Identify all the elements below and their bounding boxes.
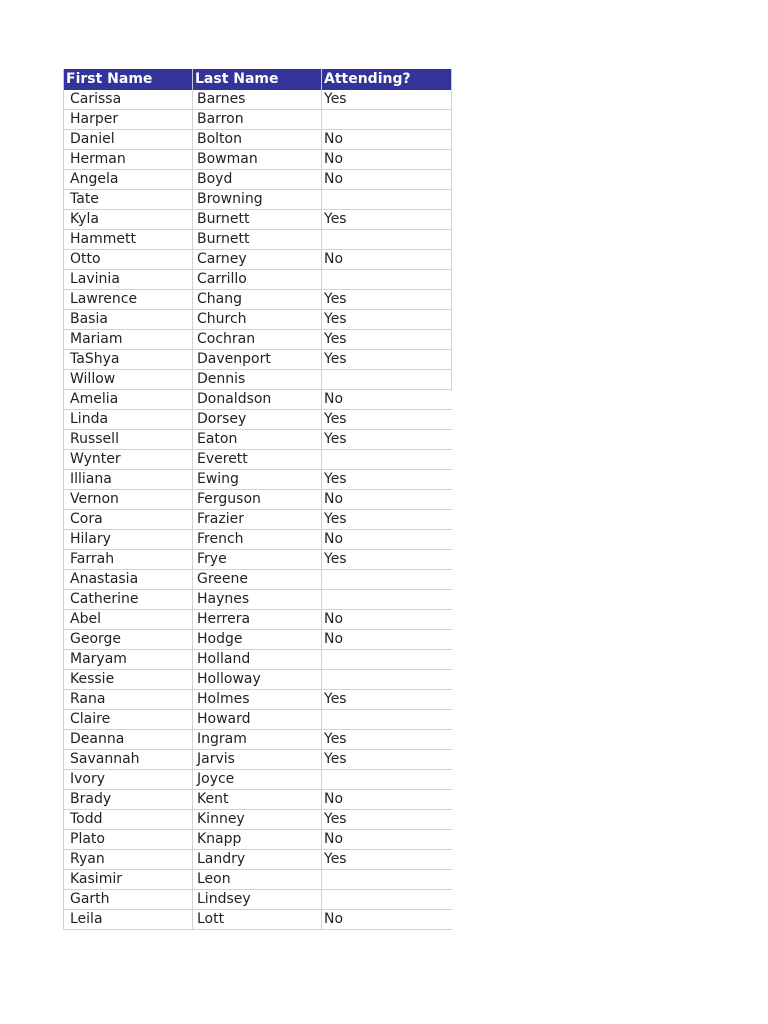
table-row bbox=[64, 530, 452, 550]
table-row bbox=[64, 710, 452, 730]
attending-cell[interactable]: Yes bbox=[322, 290, 452, 310]
first-name-cell[interactable]: Otto bbox=[64, 250, 193, 270]
first-name-cell[interactable]: Claire bbox=[64, 710, 193, 730]
first-name-cell[interactable]: Plato bbox=[64, 830, 193, 850]
table-row bbox=[64, 350, 452, 370]
first-name-cell[interactable]: Kyla bbox=[64, 210, 193, 230]
table-row bbox=[64, 870, 452, 890]
last-name-cell[interactable]: Landry bbox=[193, 850, 322, 870]
last-name-cell[interactable]: Barnes bbox=[193, 90, 322, 110]
last-name-cell[interactable]: Leon bbox=[193, 870, 322, 890]
last-name-cell[interactable]: Browning bbox=[193, 190, 322, 210]
attending-cell[interactable] bbox=[322, 230, 452, 250]
first-name-cell[interactable]: Maryam bbox=[64, 650, 193, 670]
table-row bbox=[64, 230, 452, 250]
attending-cell[interactable] bbox=[322, 270, 452, 290]
table-row bbox=[64, 770, 452, 790]
attending-cell[interactable] bbox=[322, 670, 452, 690]
last-name-cell[interactable]: Donaldson bbox=[193, 390, 322, 410]
first-name-cell[interactable]: Carissa bbox=[64, 90, 193, 110]
attending-cell[interactable]: Yes bbox=[322, 210, 452, 230]
last-name-cell[interactable]: Greene bbox=[193, 570, 322, 590]
attending-cell[interactable]: Yes bbox=[322, 410, 452, 430]
attending-cell[interactable]: Yes bbox=[322, 310, 452, 330]
column-header-attending[interactable]: Attending? bbox=[322, 69, 452, 90]
first-name-cell[interactable]: TaShya bbox=[64, 350, 193, 370]
attending-cell[interactable]: No bbox=[322, 150, 452, 170]
table-row bbox=[64, 190, 452, 210]
attending-cell[interactable]: No bbox=[322, 170, 452, 190]
table-row bbox=[64, 290, 452, 310]
first-name-cell[interactable]: Cora bbox=[64, 510, 193, 530]
last-name-cell[interactable]: Hodge bbox=[193, 630, 322, 650]
first-name-cell[interactable]: Anastasia bbox=[64, 570, 193, 590]
first-name-cell[interactable]: Leila bbox=[64, 910, 193, 930]
attending-cell[interactable]: Yes bbox=[322, 550, 452, 570]
table-row bbox=[64, 490, 452, 510]
column-header-first-name[interactable]: First Name bbox=[64, 69, 193, 90]
first-name-cell[interactable]: Farrah bbox=[64, 550, 193, 570]
last-name-cell[interactable]: Jarvis bbox=[193, 750, 322, 770]
attending-cell[interactable]: No bbox=[322, 490, 452, 510]
last-name-cell[interactable]: Haynes bbox=[193, 590, 322, 610]
table-row bbox=[64, 390, 452, 410]
first-name-cell[interactable]: Deanna bbox=[64, 730, 193, 750]
last-name-cell[interactable]: Davenport bbox=[193, 350, 322, 370]
first-name-cell[interactable]: Abel bbox=[64, 610, 193, 630]
first-name-cell[interactable]: Wynter bbox=[64, 450, 193, 470]
first-name-cell[interactable]: Brady bbox=[64, 790, 193, 810]
last-name-cell[interactable]: Howard bbox=[193, 710, 322, 730]
last-name-cell[interactable]: Ferguson bbox=[193, 490, 322, 510]
first-name-cell[interactable]: Todd bbox=[64, 810, 193, 830]
attending-cell[interactable] bbox=[322, 710, 452, 730]
attending-cell[interactable]: Yes bbox=[322, 330, 452, 350]
guest-list-sheet bbox=[63, 69, 451, 930]
table-row bbox=[64, 370, 452, 390]
table-row bbox=[64, 550, 452, 570]
first-name-cell[interactable]: Hilary bbox=[64, 530, 193, 550]
last-name-cell[interactable]: Cochran bbox=[193, 330, 322, 350]
attending-cell[interactable]: No bbox=[322, 630, 452, 650]
attending-cell[interactable]: Yes bbox=[322, 750, 452, 770]
table-row bbox=[64, 330, 452, 350]
table-row bbox=[64, 210, 452, 230]
attending-cell[interactable]: Yes bbox=[322, 690, 452, 710]
first-name-cell[interactable]: Lavinia bbox=[64, 270, 193, 290]
attending-cell[interactable] bbox=[322, 370, 452, 390]
attending-cell[interactable]: Yes bbox=[322, 430, 452, 450]
table-body bbox=[64, 90, 452, 930]
last-name-cell[interactable]: Lindsey bbox=[193, 890, 322, 910]
first-name-cell[interactable]: Russell bbox=[64, 430, 193, 450]
first-name-cell[interactable]: Harper bbox=[64, 110, 193, 130]
attending-cell[interactable]: Yes bbox=[322, 350, 452, 370]
last-name-cell[interactable]: French bbox=[193, 530, 322, 550]
first-name-cell[interactable]: Linda bbox=[64, 410, 193, 430]
last-name-cell[interactable]: Kent bbox=[193, 790, 322, 810]
last-name-cell[interactable]: Ingram bbox=[193, 730, 322, 750]
attending-cell[interactable]: No bbox=[322, 250, 452, 270]
last-name-cell[interactable]: Church bbox=[193, 310, 322, 330]
first-name-cell[interactable]: Vernon bbox=[64, 490, 193, 510]
attending-cell[interactable] bbox=[322, 190, 452, 210]
table-row bbox=[64, 730, 452, 750]
last-name-cell[interactable]: Boyd bbox=[193, 170, 322, 190]
attending-cell[interactable]: No bbox=[322, 130, 452, 150]
attending-cell[interactable]: No bbox=[322, 910, 452, 930]
last-name-cell[interactable]: Burnett bbox=[193, 230, 322, 250]
last-name-cell[interactable]: Carrillo bbox=[193, 270, 322, 290]
first-name-cell[interactable]: Lawrence bbox=[64, 290, 193, 310]
attending-cell[interactable]: No bbox=[322, 530, 452, 550]
last-name-cell[interactable]: Frye bbox=[193, 550, 322, 570]
last-name-cell[interactable]: Herrera bbox=[193, 610, 322, 630]
last-name-cell[interactable]: Kinney bbox=[193, 810, 322, 830]
table-row bbox=[64, 890, 452, 910]
table-row bbox=[64, 90, 452, 110]
table-row bbox=[64, 170, 452, 190]
last-name-cell[interactable]: Everett bbox=[193, 450, 322, 470]
attending-cell[interactable]: Yes bbox=[322, 850, 452, 870]
first-name-cell[interactable]: Daniel bbox=[64, 130, 193, 150]
table-row bbox=[64, 270, 452, 290]
first-name-cell[interactable]: Tate bbox=[64, 190, 193, 210]
column-header-last-name[interactable]: Last Name bbox=[193, 69, 322, 90]
table-row bbox=[64, 610, 452, 630]
table-row bbox=[64, 790, 452, 810]
table-row bbox=[64, 850, 452, 870]
table-row bbox=[64, 410, 452, 430]
table-row bbox=[64, 590, 452, 610]
last-name-cell[interactable]: Joyce bbox=[193, 770, 322, 790]
guest-list-table bbox=[63, 69, 452, 930]
table-row bbox=[64, 630, 452, 650]
table-row bbox=[64, 750, 452, 770]
last-name-cell[interactable]: Burnett bbox=[193, 210, 322, 230]
attending-cell[interactable] bbox=[322, 110, 452, 130]
last-name-cell[interactable]: Holloway bbox=[193, 670, 322, 690]
attending-cell[interactable]: Yes bbox=[322, 510, 452, 530]
attending-cell[interactable] bbox=[322, 770, 452, 790]
first-name-cell[interactable]: George bbox=[64, 630, 193, 650]
last-name-cell[interactable]: Holmes bbox=[193, 690, 322, 710]
attending-cell[interactable]: No bbox=[322, 790, 452, 810]
table-row bbox=[64, 470, 452, 490]
attending-cell[interactable] bbox=[322, 570, 452, 590]
table-row bbox=[64, 670, 452, 690]
attending-cell[interactable]: No bbox=[322, 610, 452, 630]
table-row bbox=[64, 130, 452, 150]
table-row bbox=[64, 830, 452, 850]
last-name-cell[interactable]: Barron bbox=[193, 110, 322, 130]
table-row bbox=[64, 570, 452, 590]
header-row bbox=[64, 69, 452, 90]
attending-cell[interactable]: Yes bbox=[322, 730, 452, 750]
first-name-cell[interactable]: Basia bbox=[64, 310, 193, 330]
first-name-cell[interactable]: Willow bbox=[64, 370, 193, 390]
last-name-cell[interactable]: Dennis bbox=[193, 370, 322, 390]
attending-cell[interactable] bbox=[322, 890, 452, 910]
first-name-cell[interactable]: Kasimir bbox=[64, 870, 193, 890]
attending-cell[interactable] bbox=[322, 590, 452, 610]
first-name-cell[interactable]: Ivory bbox=[64, 770, 193, 790]
last-name-cell[interactable]: Frazier bbox=[193, 510, 322, 530]
first-name-cell[interactable]: Rana bbox=[64, 690, 193, 710]
table-row bbox=[64, 910, 452, 930]
last-name-cell[interactable]: Knapp bbox=[193, 830, 322, 850]
attending-cell[interactable] bbox=[322, 450, 452, 470]
first-name-cell[interactable]: Angela bbox=[64, 170, 193, 190]
first-name-cell[interactable]: Garth bbox=[64, 890, 193, 910]
last-name-cell[interactable]: Bowman bbox=[193, 150, 322, 170]
last-name-cell[interactable]: Dorsey bbox=[193, 410, 322, 430]
last-name-cell[interactable]: Lott bbox=[193, 910, 322, 930]
table-row bbox=[64, 250, 452, 270]
attending-cell[interactable]: No bbox=[322, 390, 452, 410]
attending-cell[interactable] bbox=[322, 650, 452, 670]
last-name-cell[interactable]: Eaton bbox=[193, 430, 322, 450]
last-name-cell[interactable]: Chang bbox=[193, 290, 322, 310]
attending-cell[interactable]: Yes bbox=[322, 470, 452, 490]
first-name-cell[interactable]: Hammett bbox=[64, 230, 193, 250]
last-name-cell[interactable]: Carney bbox=[193, 250, 322, 270]
attending-cell[interactable]: Yes bbox=[322, 90, 452, 110]
first-name-cell[interactable]: Ryan bbox=[64, 850, 193, 870]
attending-cell[interactable]: No bbox=[322, 830, 452, 850]
last-name-cell[interactable]: Bolton bbox=[193, 130, 322, 150]
last-name-cell[interactable]: Holland bbox=[193, 650, 322, 670]
table-row bbox=[64, 110, 452, 130]
first-name-cell[interactable]: Amelia bbox=[64, 390, 193, 410]
attending-cell[interactable]: Yes bbox=[322, 810, 452, 830]
last-name-cell[interactable]: Ewing bbox=[193, 470, 322, 490]
first-name-cell[interactable]: Herman bbox=[64, 150, 193, 170]
table-row bbox=[64, 810, 452, 830]
table-row bbox=[64, 150, 452, 170]
table-row bbox=[64, 310, 452, 330]
first-name-cell[interactable]: Savannah bbox=[64, 750, 193, 770]
table-row bbox=[64, 450, 452, 470]
attending-cell[interactable] bbox=[322, 870, 452, 890]
table-row bbox=[64, 690, 452, 710]
first-name-cell[interactable]: Kessie bbox=[64, 670, 193, 690]
table-row bbox=[64, 430, 452, 450]
first-name-cell[interactable]: Mariam bbox=[64, 330, 193, 350]
first-name-cell[interactable]: Catherine bbox=[64, 590, 193, 610]
first-name-cell[interactable]: Illiana bbox=[64, 470, 193, 490]
table-row bbox=[64, 510, 452, 530]
table-row bbox=[64, 650, 452, 670]
